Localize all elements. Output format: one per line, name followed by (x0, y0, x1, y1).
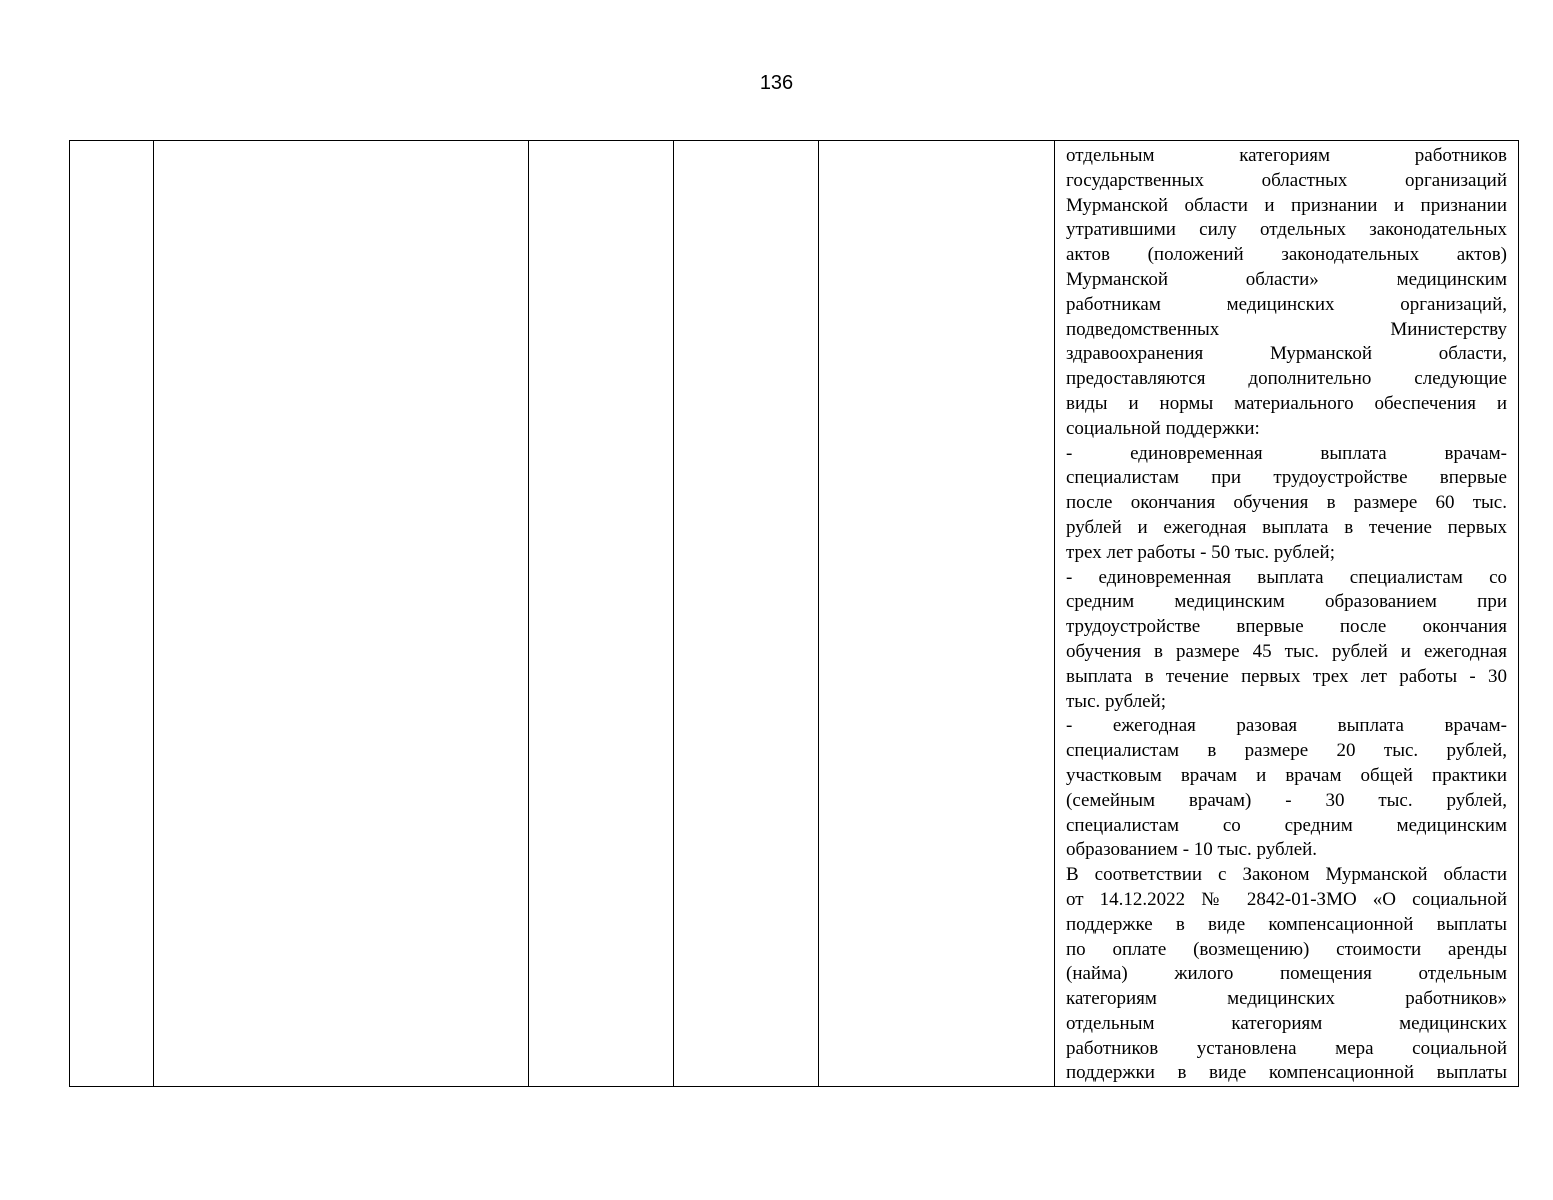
description-line: В соответствии с Законом Мурманской области (1066, 864, 1507, 886)
description-line: после окончания обучения в размере 60 тыс. (1066, 492, 1507, 514)
description-line: участковым врачам и врачам общей практики (1066, 764, 1507, 786)
table-cell-number (70, 141, 154, 1087)
description-line: специалистам со средним медицинским (1066, 814, 1507, 836)
description-line: социальной поддержки: (1066, 417, 1260, 439)
table-cell-column-5 (819, 141, 1055, 1087)
description-line: тыс. рублей; (1066, 690, 1167, 712)
description-line: - ежегодная разовая выплата врачам- (1066, 715, 1507, 737)
description-line: - единовременная выплата врачам- (1066, 442, 1507, 464)
description-line: рублей и ежегодная выплата в течение первых (1066, 516, 1507, 538)
description-line: выплата в течение первых трех лет работы - 30 (1066, 665, 1507, 687)
description-line: работникам медицинских организаций, (1066, 293, 1507, 315)
table-cell-measure (154, 141, 529, 1087)
description-line: специалистам в размере 20 тыс. рублей, (1066, 740, 1507, 762)
description-line: средним медицинским образованием при (1066, 591, 1507, 613)
description-line: - единовременная выплата специалистам со (1066, 566, 1507, 588)
description-line: предоставляются дополнительно следующие (1066, 368, 1507, 390)
description-line: поддержки в виде компенсационной выплаты (1066, 1062, 1507, 1084)
description-line: здравоохранения Мурманской области, (1066, 343, 1507, 365)
description-line: поддержке в виде компенсационной выплаты (1066, 913, 1507, 935)
description-line: государственных областных организаций (1066, 169, 1507, 191)
description-line: (семейным врачам) - 30 тыс. рублей, (1066, 789, 1507, 811)
document-table (69, 140, 1519, 1087)
description-line: трудоустройстве впервые после окончания (1066, 616, 1507, 638)
description-line: категориям медицинских работников» (1066, 988, 1507, 1010)
description-line: (найма) жилого помещения отдельным (1066, 963, 1507, 985)
description-line: специалистам при трудоустройстве впервые (1066, 467, 1507, 489)
table-cell-column-3 (529, 141, 674, 1087)
description-line: подведомственных Министерству (1066, 318, 1507, 340)
page-number: 136 (759, 72, 794, 94)
description-line: Мурманской области» медицинским (1066, 268, 1507, 290)
description-text (1055, 141, 1518, 1086)
description-line: трех лет работы - 50 тыс. рублей; (1066, 541, 1335, 563)
description-line: работников установлена мера социальной (1066, 1037, 1507, 1059)
description-line: Мурманской области и признании и признании (1066, 194, 1507, 216)
table-cell-description (1055, 141, 1519, 1087)
description-line: утратившими силу отдельных законодательных (1066, 219, 1507, 241)
description-line: отдельным категориям работников (1066, 145, 1507, 166)
description-line: обучения в размере 45 тыс. рублей и ежегодная (1066, 640, 1507, 662)
description-line: от 14.12.2022 № 2842-01-ЗМО «О социальной (1066, 888, 1507, 910)
table-cell-column-4 (674, 141, 819, 1087)
table-row (70, 141, 1519, 1087)
description-line: виды и нормы материального обеспечения и (1066, 392, 1507, 414)
description-line: образованием - 10 тыс. рублей. (1066, 839, 1318, 861)
description-line: по оплате (возмещению) стоимости аренды (1066, 938, 1507, 960)
description-line: отдельным категориям медицинских (1066, 1012, 1507, 1034)
description-line: актов (положений законодательных актов) (1066, 244, 1507, 266)
